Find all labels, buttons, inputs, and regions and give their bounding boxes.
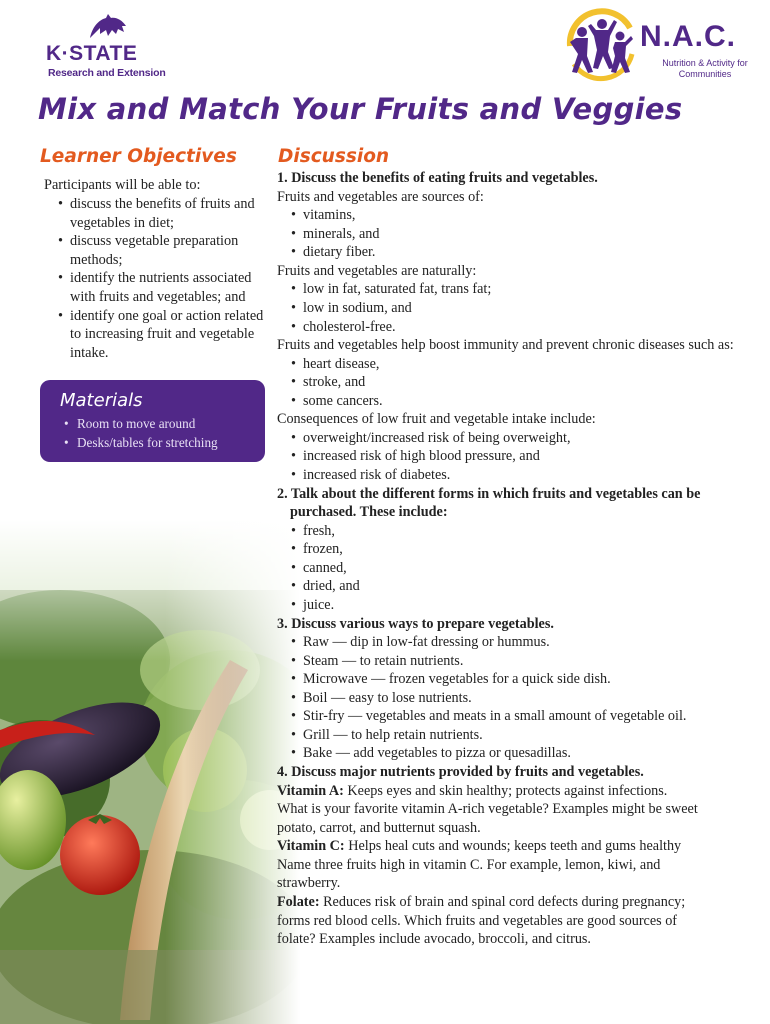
nac-full-name: Nutrition & Activity for Communities	[662, 58, 748, 79]
vitamin-c-line	[277, 837, 737, 856]
vitamin-a-line	[277, 782, 737, 801]
learner-intro: Participants will be able to:	[44, 177, 201, 193]
vegetable-basket-photo	[0, 520, 300, 1024]
list-item: • Room to move around	[64, 415, 218, 434]
list-item: • frozen,	[277, 540, 737, 559]
list-item: • Desks/tables for stretching	[64, 434, 218, 453]
paragraph: strawberry.	[277, 875, 341, 892]
kstate-wordmark: K·STATE	[46, 42, 138, 65]
list-item: • identify the nutrients associated with fruits and vegetables; and	[58, 269, 278, 306]
learner-objectives-heading: Learner Objectives	[40, 146, 237, 167]
list-item: • discuss the benefits of fruits and vegetables in diet;	[58, 195, 278, 232]
paragraph: Fruits and vegetables are naturally:	[277, 262, 477, 279]
list-item: • juice.	[277, 596, 737, 615]
list-item: • Boil — easy to lose nutrients.	[277, 689, 737, 708]
list-item: • stroke, and	[277, 373, 737, 392]
list-item: • Microwave — frozen vegetables for a quick side dish.	[277, 670, 737, 689]
paragraph: Consequences of low fruit and vegetable intake include:	[277, 411, 596, 428]
list-item: • heart disease,	[277, 355, 737, 374]
list-item: • identify one goal or action related to increasing fruit and vegetable intake.	[58, 307, 278, 363]
wildcat-icon	[86, 12, 130, 40]
list-item: • minerals, and	[277, 225, 737, 244]
paragraph: What is your favorite vitamin A-rich vegetable? Examples might be sweet	[277, 801, 698, 818]
paragraph: folate? Examples include avocado, broccoli, and citrus.	[277, 931, 591, 948]
nac-abbreviation: N.A.C.	[640, 20, 736, 53]
paragraph: Name three fruits high in vitamin C. For example, lemon, kiwi, and	[277, 856, 661, 873]
paragraph: forms red blood cells. Which fruits and vegetables are good sources of	[277, 912, 678, 929]
nac-logo	[560, 6, 760, 86]
list-item: • low in sodium, and	[277, 299, 737, 318]
list-item: • cholesterol-free.	[277, 318, 737, 337]
materials-box	[40, 380, 265, 462]
list-item: • discuss vegetable preparation methods;	[58, 232, 278, 269]
kstate-subtitle: Research and Extension	[48, 67, 166, 79]
paragraph: Fruits and vegetables help boost immunity and prevent chronic diseases such as:	[277, 337, 734, 354]
section-1-title: 1. Discuss the benefits of eating fruits and vegetables.	[277, 170, 598, 186]
list-item: • overweight/increased risk of being overweight,	[277, 429, 737, 448]
section-3-title: 3. Discuss various ways to prepare vegetables.	[277, 615, 554, 632]
folate-text: Reduces risk of brain and spinal cord defects during pregnancy;	[319, 893, 686, 910]
vitamin-c-text: Helps heal cuts and wounds; keeps teeth and gums healthy	[344, 838, 682, 855]
section-4-title: 4. Discuss major nutrients provided by fruits and vegetables.	[277, 764, 644, 780]
list-item: • vitamins,	[277, 206, 737, 225]
learner-objectives-list	[58, 195, 278, 362]
folate-label: Folate:	[277, 893, 320, 910]
list-item: • dietary fiber.	[277, 243, 737, 262]
list-item: • Raw — dip in low-fat dressing or hummus.	[277, 633, 737, 652]
list-item: • increased risk of diabetes.	[277, 466, 737, 485]
vitamin-a-text: Keeps eyes and skin healthy; protects against infections.	[343, 782, 668, 799]
page-title: Mix and Match Your Fruits and Veggies	[38, 92, 683, 126]
list-item: • low in fat, saturated fat, trans fat;	[277, 280, 737, 299]
list-item: • Grill — to help retain nutrients.	[277, 726, 737, 745]
paragraph: potato, carrot, and butternut squash.	[277, 819, 481, 836]
list-item: • some cancers.	[277, 392, 737, 411]
list-item: • increased risk of high blood pressure, and	[277, 447, 737, 466]
materials-list	[64, 415, 218, 452]
list-item: • Steam — to retain nutrients.	[277, 652, 737, 671]
kstate-logo	[40, 12, 170, 79]
list-item: • dried, and	[277, 577, 737, 596]
discussion-heading: Discussion	[278, 146, 390, 167]
folate-line	[277, 893, 737, 912]
materials-heading: Materials	[60, 390, 143, 411]
section-2-title: 2. Talk about the different forms in which fruits and vegetables can be	[277, 485, 701, 502]
list-item: • Bake — add vegetables to pizza or quesadillas.	[277, 744, 737, 763]
vitamin-a-label: Vitamin A:	[277, 782, 344, 799]
discussion-body	[277, 169, 737, 949]
list-item: • fresh,	[277, 522, 737, 541]
list-item: • Stir-fry — vegetables and meats in a small amount of vegetable oil.	[277, 707, 737, 726]
section-2-title-cont: purchased. These include:	[290, 504, 448, 521]
list-item: • canned,	[277, 559, 737, 578]
vitamin-c-label: Vitamin C:	[277, 838, 345, 855]
paragraph: Fruits and vegetables are sources of:	[277, 188, 484, 205]
nac-figures-icon	[560, 6, 640, 86]
